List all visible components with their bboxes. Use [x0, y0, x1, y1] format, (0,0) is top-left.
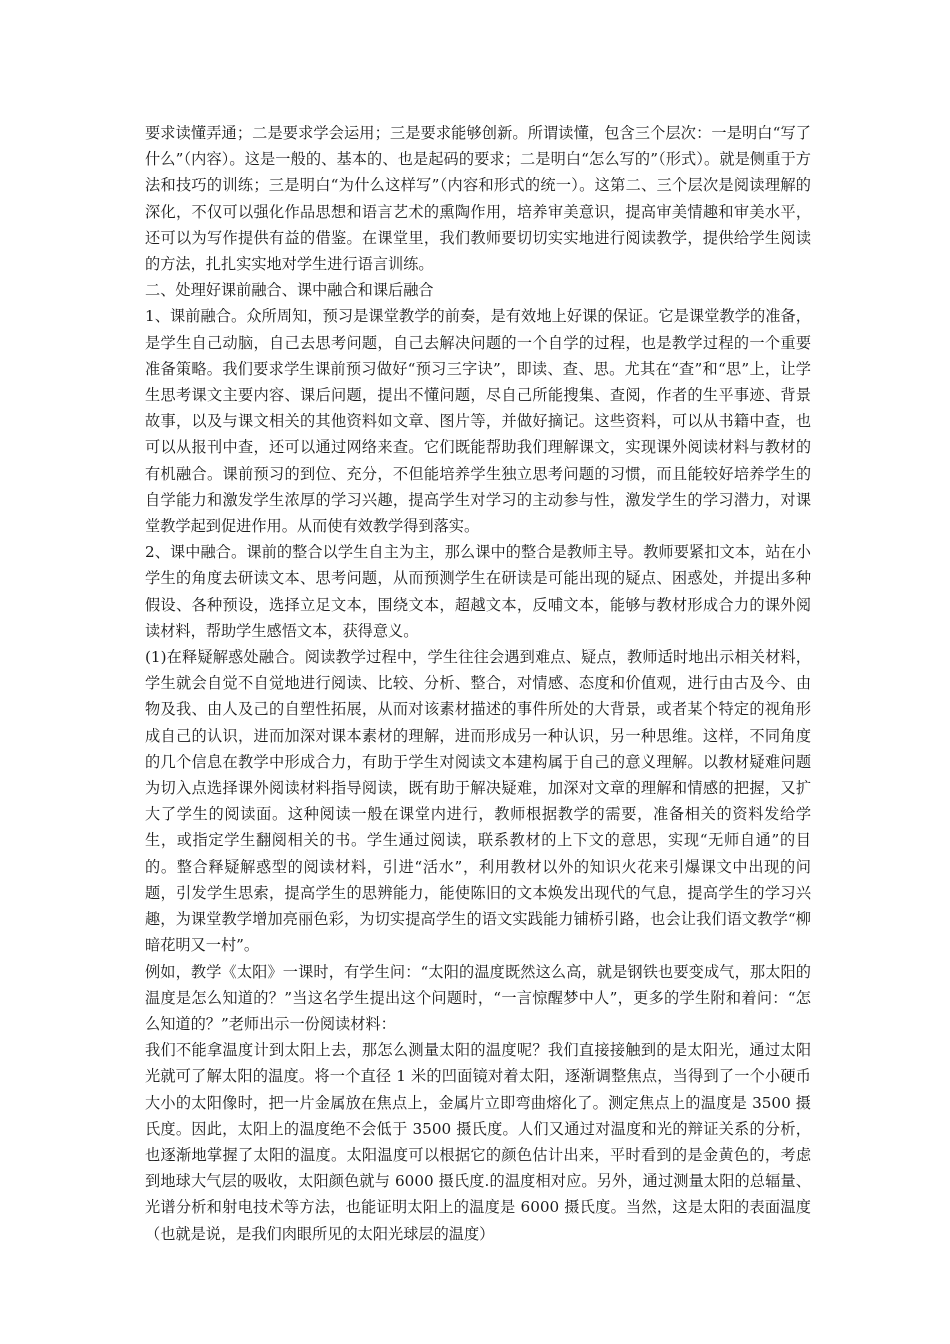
- paragraph-sun-lesson-example: 例如，教学《太阳》一课时，有学生问：“太阳的温度既然这么高，就是钢铁也要变成气，那太阳的温度是怎么知道的？”当这名学生提出这个问题时，“一言惊醒梦中人”，更多的学生附和着问：“怎么知道的？”老师出示一份阅读材料：: [145, 962, 811, 1033]
- paragraph-in-class-integration: 2、课中融合。课前的整合以学生自主为主，那么课中的整合是教师主导。教师要紧扣文本，站在小学生的角度去研读文本、思考问题，从而预测学生在研读是可能出现的疑点、困惑处，并提出多种假设、各种预设，选择立足文本，围绕文本，超越文本，反哺文本，能够与教材形成合力的课外阅读材料，帮助学生感悟文本，获得意义。: [145, 543, 811, 640]
- document-body: [145, 120, 811, 1247]
- paragraph-resolve-doubts: (1)在释疑解惑处融合。阅读教学过程中，学生往往会遇到难点、疑点，教师适时地出示相关材料，学生就会自觉不自觉地进行阅读、比较、分析、整合，对情感、态度和价值观，进行由古及今、由物及我、由人及己的自塑性拓展，从而对该素材描述的事件所处的大背景，或者某个特定的视角形成自己的认识，进而加深对课本素材的理解，进而形成另一种认识，另一种思维。这样，不同角度的几个信息在教学中形成合力，有助于学生对阅读文本建构属于自己的意义理解。以教材疑难问题为切入点选择课外阅读材料指导阅读，既有助于解决疑难，加深对文章的理解和情感的把握，又扩大了学生的阅读面。这种阅读一般在课堂内进行，教师根据教学的需要，准备相关的资料发给学生，或指定学生翻阅相关的书。学生通过阅读，联系教材的上下文的意思，实现“无师自通”的目的。整合释疑解惑型的阅读材料，引进“活水”，利用教材以外的知识火花来引爆课文中出现的问题，引发学生思索，提高学生的思辨能力，能使陈旧的文本焕发出现代的气息，提高学生的学习兴趣，为课堂教学增加亮丽色彩，为切实提高学生的语文实践能力铺桥引路，也会让我们语文教学“柳暗花明又一村”。: [145, 648, 811, 955]
- paragraph-reading-levels: 要求读懂弄通；二是要求学会运用；三是要求能够创新。所谓读懂，包含三个层次：一是明白“写了什么”（内容）。这是一般的、基本的、也是起码的要求；二是明白“怎么写的”（形式）。就是侧重于方法和技巧的训练；三是明白“为什么这样写”（内容和形式的统一）。这第二、三个层次是阅读理解的深化，不仅可以强化作品思想和语言艺术的熏陶作用，培养审美意识，提高审美情趣和审美水平，还可以为写作提供有益的借鉴。在课堂里，我们教师要切切实实地进行阅读教学，提供给学生阅读的方法，扎扎实实地对学生进行语言训练。: [145, 124, 811, 274]
- paragraph-pre-class-integration: 1、课前融合。众所周知，预习是课堂教学的前奏，是有效地上好课的保证。它是课堂教学的准备，是学生自己动脑，自己去思考问题，自己去解决问题的一个自学的过程，也是教学过程的一个重要准备策略。我们要求学生课前预习做好“预习三字诀”，即读、查、思。尤其在“查”和“思”上，让学生思考课文主要内容、课后问题，提出不懂问题，尽自己所能搜集、查阅，作者的生平事迹、背景故事，以及与课文相关的其他资料如文章、图片等，并做好摘记。这些资料，可以从书籍中查，也可以从报刊中查，还可以通过网络来查。它们既能帮助我们理解课文，实现课外阅读材料与教材的有机融合。课前预习的到位、充分，不但能培养学生独立思考问题的习惯，而且能较好培养学生的自学能力和激发学生浓厚的学习兴趣，提高学生对学习的主动参与性，激发学生的学习潜力，对课堂教学起到促进作用。从而使有效教学得到落实。: [145, 307, 811, 536]
- paragraph-reading-material: 我们不能拿温度计到太阳上去，那怎么测量太阳的温度呢？我们直接接触到的是太阳光，通过太阳光就可了解太阳的温度。将一个直径 1 米的凹面镜对着太阳，逐渐调整焦点，当得到了一个小硬币大小的太阳像时，把一片金属放在焦点上，金属片立即弯曲熔化了。测定焦点上的温度是 3500 摄氏度。因此，太阳上的温度绝不会低于 3500 摄氏度。人们又通过对温度和光的辩证关系的分析，也逐渐地掌握了太阳的温度。太阳温度可以根据它的颜色估计出来，平时看到的是金黄色的，考虑到地球大气层的吸收，太阳颜色就与 6000 摄氏度.的温度相对应。另外，通过测量太阳的总辐量、光谱分析和射电技术等方法，也能证明太阳上的温度是 6000 摄氏度。当然，这是太阳的表面温度（也就是说，是我们肉眼所见的太阳光球层的温度）: [145, 1041, 811, 1243]
- section-heading-integration: 二、处理好课前融合、课中融合和课后融合: [145, 281, 434, 300]
